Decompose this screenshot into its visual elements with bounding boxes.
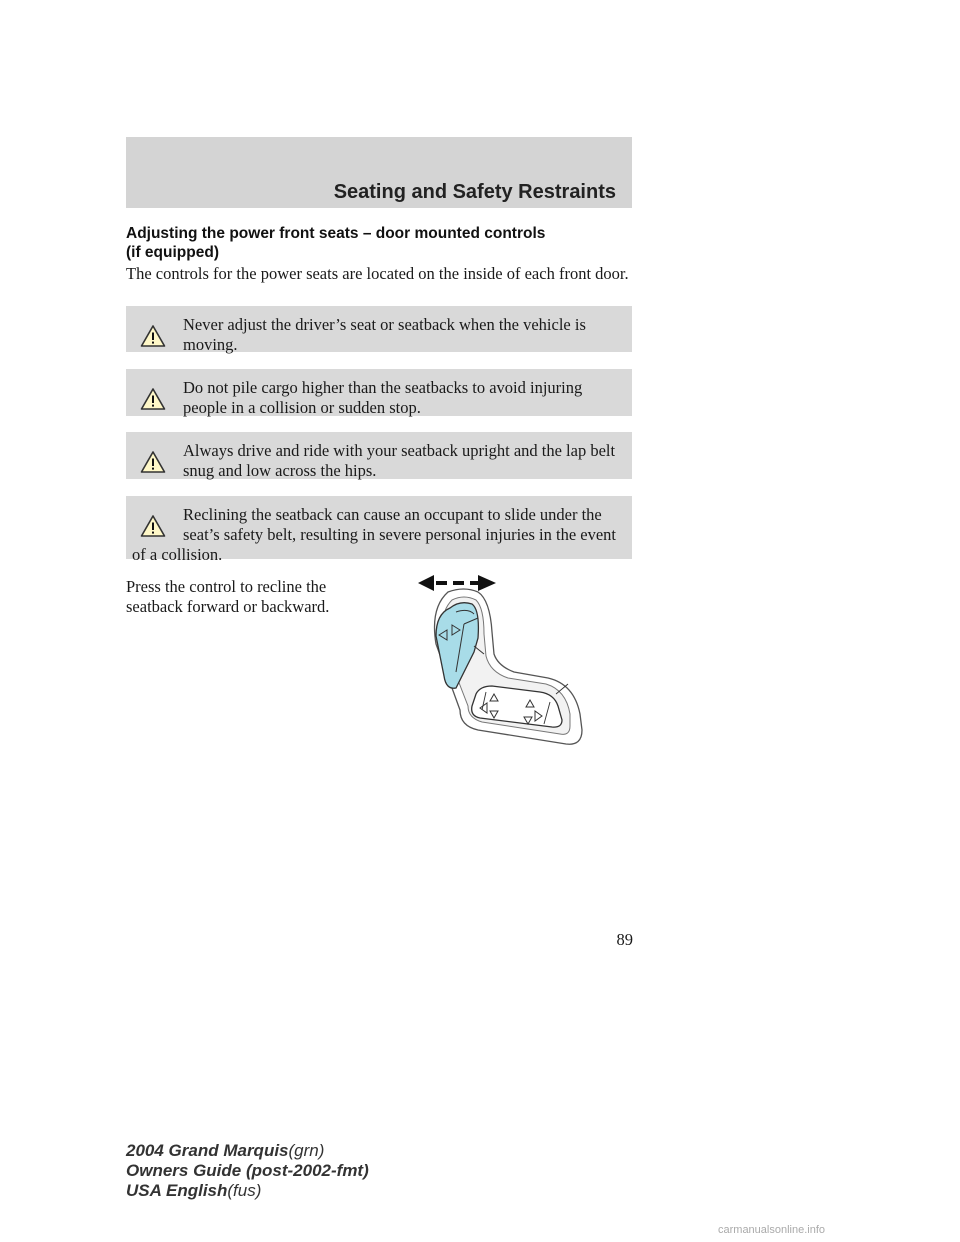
warning-triangle-icon [140, 450, 166, 474]
warning-text: Never adjust the driver’s seat or seatback when the vehicle is moving. [183, 315, 586, 354]
warning-box [126, 496, 632, 564]
footer [126, 1141, 369, 1201]
seat-control-icon [416, 572, 588, 748]
page-header-title: Seating and Safety Restraints [333, 181, 616, 203]
footer-guide: Owners Guide (post-2002-fmt) [126, 1161, 369, 1180]
warning-triangle-icon [140, 514, 166, 538]
section-heading-line1: Adjusting the power front seats – door mounted controls [126, 225, 546, 242]
warning-text: Reclining the seatback can cause an occupant to slide under the seat’s safety belt, resulting in severe personal injuries in the event of a collision. [132, 505, 616, 564]
section-heading-line2: (if equipped) [126, 244, 219, 261]
footer-model-code: (grn) [288, 1141, 325, 1160]
watermark: carmanualsonline.info [718, 1224, 826, 1236]
instruction-paragraph: Press the control to recline the seatback forward or backward. [126, 577, 330, 616]
warning-text: Do not pile cargo higher than the seatbacks to avoid injuring people in a collision or sudden stop. [183, 378, 583, 417]
warning-triangle-icon [140, 387, 166, 411]
warning-text: Always drive and ride with your seatback upright and the lap belt snug and low across the hips. [183, 441, 616, 480]
footer-line3 [126, 1181, 369, 1201]
warning-triangle-icon [140, 324, 166, 348]
footer-model: 2004 Grand Marquis [126, 1141, 289, 1160]
footer-line1 [126, 1141, 369, 1161]
warning-box [126, 306, 632, 352]
page-number: 89 [616, 930, 633, 949]
footer-language: USA English [126, 1181, 228, 1200]
section-heading [126, 224, 632, 262]
footer-language-code: (fus) [227, 1181, 262, 1200]
warning-box [126, 432, 632, 479]
header-band [126, 137, 632, 208]
double-arrow-icon [418, 575, 496, 591]
intro-paragraph: The controls for the power seats are located on the inside of each front door. [126, 264, 629, 283]
warning-box [126, 369, 632, 416]
